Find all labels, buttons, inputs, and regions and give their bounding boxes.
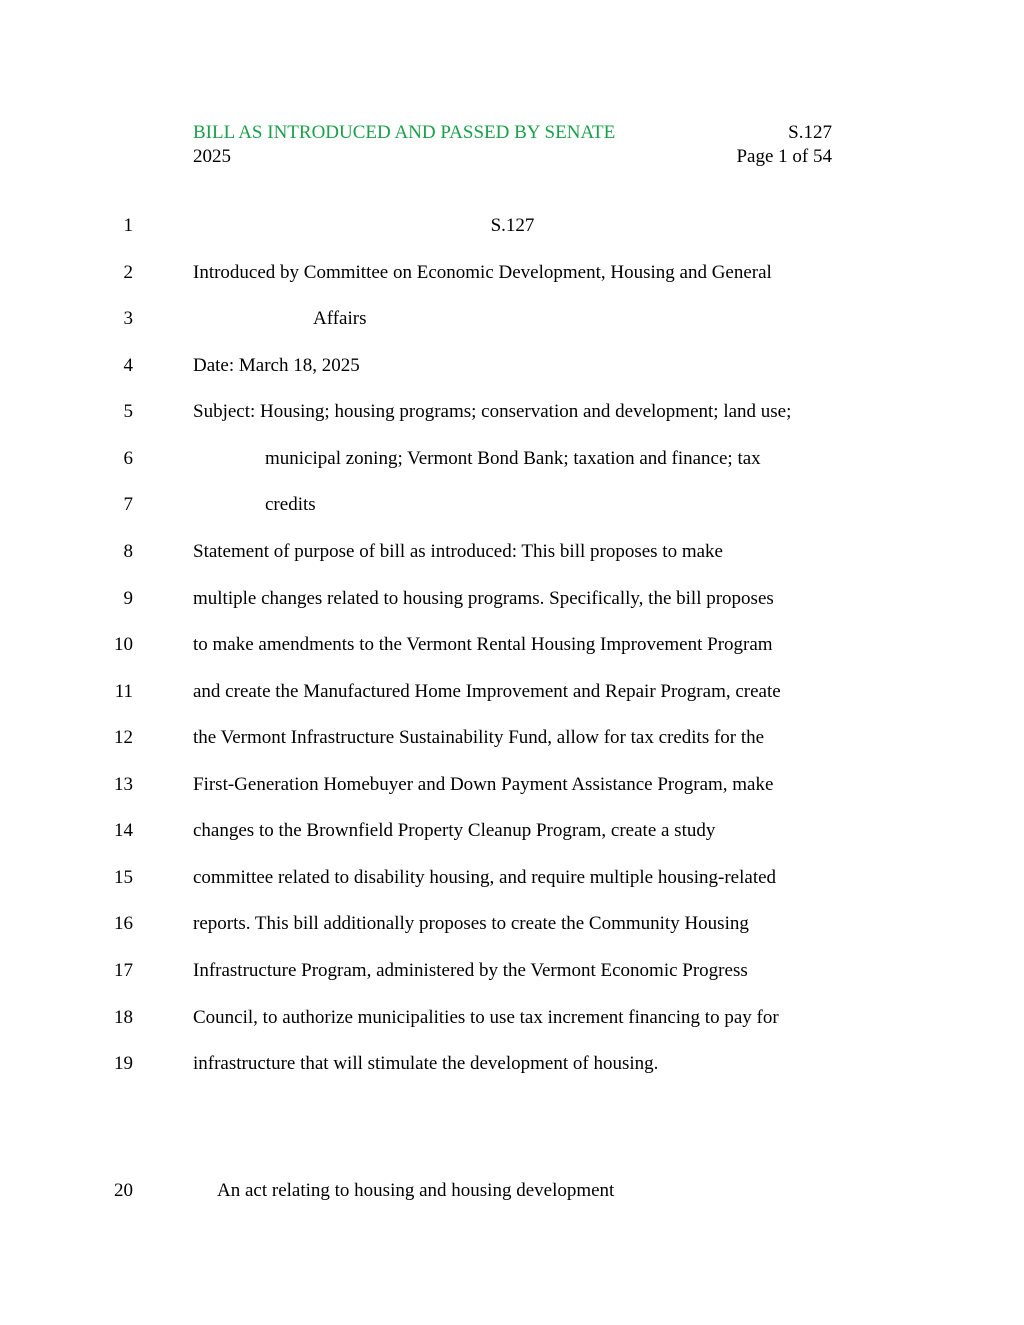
bill-title: S.127: [490, 215, 535, 236]
line-text: reports. This bill additionally proposes to create the Community Housing: [193, 913, 749, 934]
line-text: Introduced by Committee on Economic Development, Housing and General: [193, 262, 772, 283]
bill-year: 2025: [193, 146, 231, 167]
line-text: and create the Manufactured Home Improvement and Repair Program, create: [193, 681, 781, 702]
bill-line: [0, 586, 1024, 612]
line-number: 19: [114, 1053, 133, 1074]
line-number: 20: [114, 1180, 133, 1201]
bill-line: [0, 446, 1024, 472]
bill-line: [0, 353, 1024, 379]
line-number: 18: [114, 1007, 133, 1028]
bill-line: [0, 1051, 1024, 1077]
bill-line: [0, 213, 1024, 239]
line-text: infrastructure that will stimulate the development of housing.: [193, 1053, 659, 1074]
bill-line: [0, 772, 1024, 798]
bill-line: [0, 1178, 1024, 1204]
line-text: the Vermont Infrastructure Sustainability Fund, allow for tax credits for the: [193, 727, 765, 748]
line-text: Subject: Housing; housing programs; conservation and development; land use;: [193, 401, 792, 422]
line-number: 1: [123, 215, 133, 236]
line-text: municipal zoning; Vermont Bond Bank; taxation and finance; tax: [265, 448, 761, 469]
line-number: 9: [123, 588, 133, 609]
line-number: 17: [114, 960, 133, 981]
line-text: Statement of purpose of bill as introduced: This bill proposes to make: [193, 541, 723, 562]
page-indicator: Page 1 of 54: [736, 146, 832, 167]
line-text: to make amendments to the Vermont Rental Housing Improvement Program: [193, 634, 773, 655]
bill-line: [0, 306, 1024, 332]
line-number: 5: [123, 401, 133, 422]
line-text: Council, to authorize municipalities to use tax increment financing to pay for: [193, 1007, 779, 1028]
bill-line: [0, 679, 1024, 705]
bill-line: [0, 865, 1024, 891]
line-number: 2: [123, 262, 133, 283]
line-text: committee related to disability housing, and require multiple housing-related: [193, 867, 777, 888]
line-text: First-Generation Homebuyer and Down Payment Assistance Program, make: [193, 774, 774, 795]
act-title: An act relating to housing and housing development: [217, 1180, 615, 1201]
line-text: Affairs: [313, 308, 367, 329]
bill-line: [0, 399, 1024, 425]
line-number: 4: [123, 355, 133, 376]
line-number: 15: [114, 867, 133, 888]
line-number: 16: [114, 913, 133, 934]
line-text: Infrastructure Program, administered by the Vermont Economic Progress: [193, 960, 748, 981]
bill-line: [0, 818, 1024, 844]
line-text: credits: [265, 494, 316, 515]
line-number: 7: [123, 494, 133, 515]
line-number: 13: [114, 774, 133, 795]
bill-line: [0, 492, 1024, 518]
line-number: 11: [114, 681, 133, 702]
bill-line: [0, 632, 1024, 658]
line-number: 10: [114, 634, 133, 655]
bill-line: [0, 911, 1024, 937]
line-number: 14: [114, 820, 133, 841]
line-number: 3: [123, 308, 133, 329]
bill-line: [0, 958, 1024, 984]
line-text: multiple changes related to housing programs. Specifically, the bill proposes: [193, 588, 774, 609]
bill-line: [0, 539, 1024, 565]
line-number: 8: [123, 541, 133, 562]
bill-status: BILL AS INTRODUCED AND PASSED BY SENATE: [193, 122, 616, 143]
line-number: 6: [123, 448, 133, 469]
line-text: changes to the Brownfield Property Cleanup Program, create a study: [193, 820, 716, 841]
bill-number: S.127: [788, 122, 832, 143]
bill-line: [0, 725, 1024, 751]
line-text: Date: March 18, 2025: [193, 355, 360, 376]
bill-line: [0, 1005, 1024, 1031]
bill-line: [0, 260, 1024, 286]
line-number: 12: [114, 727, 133, 748]
